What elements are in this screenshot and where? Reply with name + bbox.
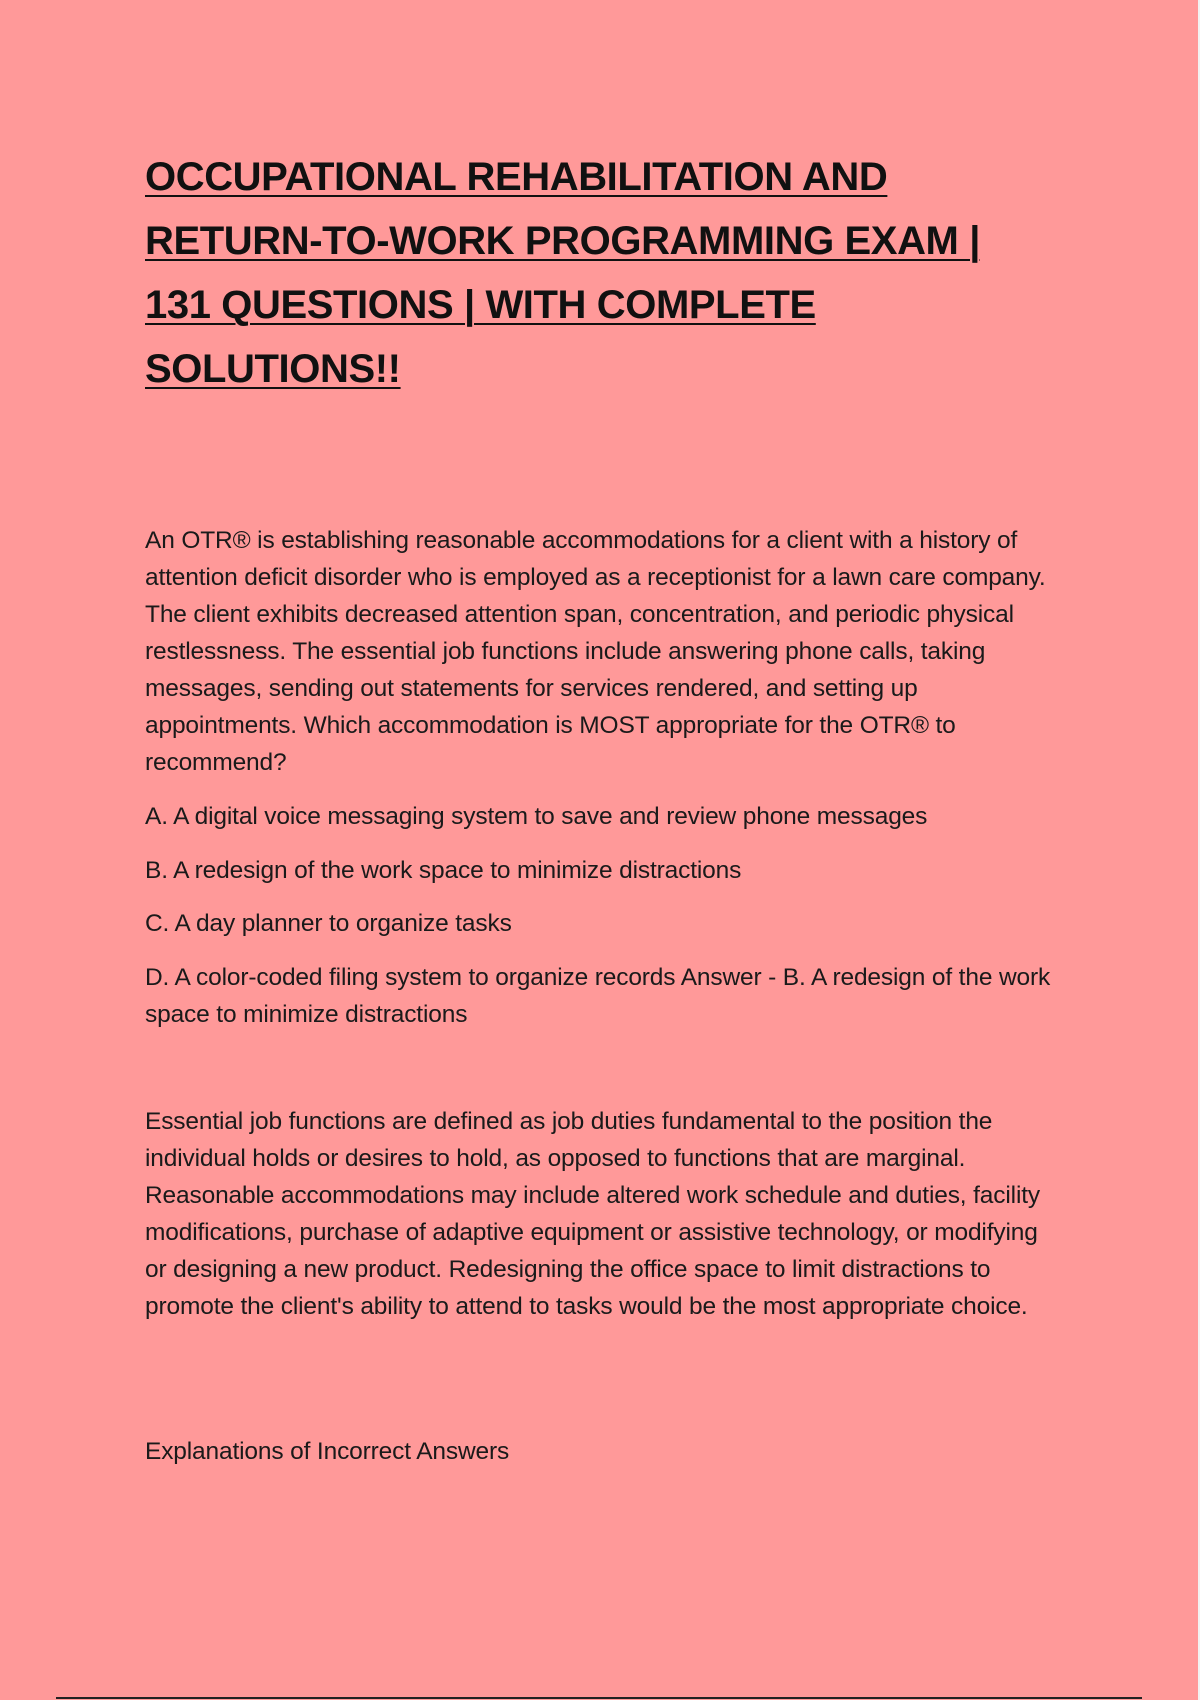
answer-option-c: C. A day planner to organize tasks (145, 910, 512, 937)
title-line-3: 131 QUESTIONS | WITH COMPLETE (145, 283, 816, 327)
answer-option-b: B. A redesign of the work space to minimize distractions (145, 857, 742, 884)
answer-option-a: A. A digital voice messaging system to save and review phone messages (145, 803, 928, 830)
question-text: An OTR® is establishing reasonable accommodations for a client with a history of attention deficit disorder who is employed as a receptionist for a lawn care company. The client exhibits decreased attention span, concentration, and periodic physical restlessness. The essential job functions include answering phone calls, taking messages, sending out statements for services rendered, and setting up appointments. Which accommodation is MOST appropriate for the OTR® to recommend? (145, 527, 1046, 776)
title-line-2: RETURN-TO-WORK PROGRAMMING EXAM | (145, 219, 980, 263)
title-line-4: SOLUTIONS!! (145, 347, 401, 391)
rationale-paragraph: Essential job functions are defined as job duties fundamental to the position the individual holds or desires to hold, as opposed to functions that are marginal. Reasonable accommodations may include altered work schedule and duties, facility modifications, purchase of adaptive equipment or assistive technology, or modifying or designing a new product. Redesigning the office space to limit distractions to promote the client's ability to attend to tasks would be the most appropriate choice. (145, 1108, 1040, 1320)
title-line-1: OCCUPATIONAL REHABILITATION AND (145, 155, 888, 199)
footer-divider (56, 1697, 1142, 1699)
explanations-heading: Explanations of Incorrect Answers (145, 1438, 510, 1465)
answer-option-d-with-answer: D. A color-coded filing system to organize records Answer - B. A redesign of the work space to minimize distractions (145, 964, 1051, 1028)
document-title (145, 145, 1065, 401)
